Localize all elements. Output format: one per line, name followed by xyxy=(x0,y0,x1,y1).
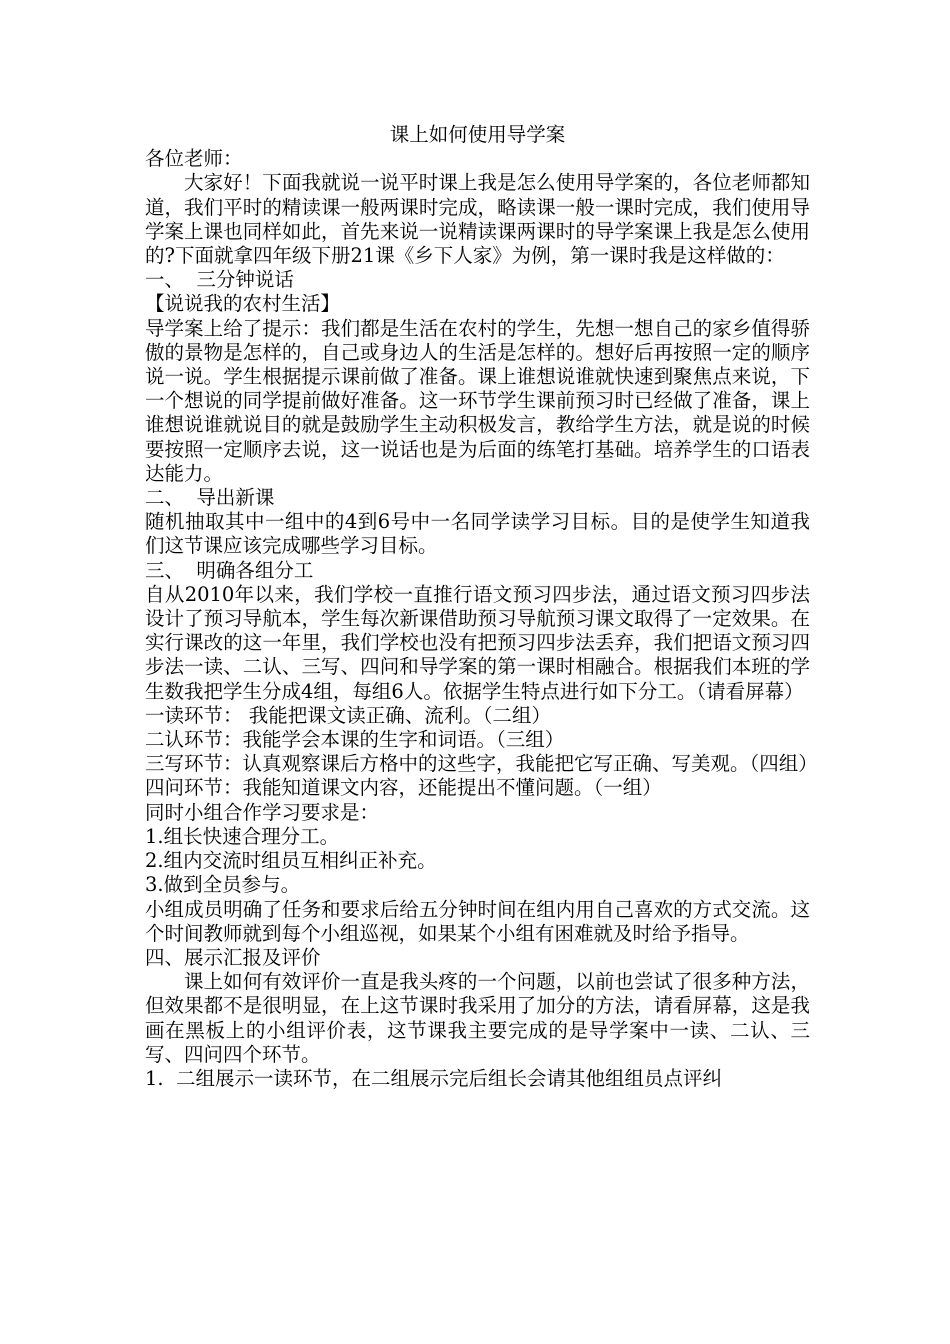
section-heading-2: 二、 导出新课 xyxy=(145,486,275,510)
requirement-2: 2.组内交流时组员互相纠正补充。 xyxy=(145,849,437,873)
section-heading-4: 四、展示汇报及评价 xyxy=(145,945,321,969)
body-paragraph-speaking: 导学案上给了提示：我们都是生活在农村的学生，先想一想自己的家乡值得骄傲的景物是怎样的，自己或身边人的生活是怎样的。想好后再按照一定的顺序说一说。学生根据提示课前做了准备。课上谁想说谁就快速到聚焦点来说，下一个想说的同学提前做好准备。这一环节学生课前预习时已经做了准备，课上谁想说谁就说目的就是鼓励学生主动积极发言，教给学生方法，就是说的时候要按照一定顺序去说，这一说话也是为后面的练笔打基础。培养学生的口语表达能力。 xyxy=(145,316,810,485)
list-item-write: 三写环节：认真观察课后方格中的这些字，我能把它写正确、写美观。（四组） xyxy=(145,752,818,776)
section-heading-1: 一、 三分钟说话 xyxy=(145,268,294,292)
body-paragraph-new-lesson: 随机抽取其中一组中的4到6号中一名同学读学习目标。目的是使学生知道我们这节课应该完成哪些学习目标。 xyxy=(145,510,810,558)
numbered-item-1: 1. 二组展示一读环节，在二组展示完后组长会请其他组组员点评纠 xyxy=(145,1066,723,1090)
requirement-3: 3.做到全员参与。 xyxy=(145,873,301,897)
salutation: 各位老师： xyxy=(145,147,243,171)
list-item-read: 一读环节： 我能把课文读正确、流利。（二组） xyxy=(145,703,551,727)
document-title: 课上如何使用导学案 xyxy=(389,123,566,146)
list-item-ask: 四问环节：我能知道课文内容，还能提出不懂问题。（一组） xyxy=(145,776,662,800)
document-page xyxy=(145,123,818,1091)
requirements-intro: 同时小组合作学习要求是： xyxy=(145,800,380,824)
list-item-recognize: 二认环节：我能学会本课的生字和词语。（三组） xyxy=(145,728,565,752)
subheading-rural-life: 【说说我的农村生活】 xyxy=(145,292,341,316)
section-heading-3: 三、 明确各组分工 xyxy=(145,558,314,582)
requirement-1: 1.组长快速合理分工。 xyxy=(145,824,340,848)
intro-paragraph: 大家好！下面我就说一说平时课上我是怎么使用导学案的，各位老师都知道，我们平时的精读课一般两课时完成，略读课一般一课时完成，我们使用导学案上课也同样如此，首先来说一说精读课两课时的导学案课上我是怎么使用的?下面就拿四年级下册21课《乡下人家》为例，第一课时我是这样做的： xyxy=(145,171,810,268)
body-paragraph-groups: 自从2010年以来，我们学校一直推行语文预习四步法，通过语文预习四步法设计了预习导航本，学生每次新课借助预习导航预习课文取得了一定效果。在实行课改的这一年里，我们学校也没有把预习四步法丢弃，我们把语文预习四步法一读、二认、三写、四问和导学案的第一课时相融合。根据我们本班的学生数我把学生分成4组，每组6人。依据学生特点进行如下分工。（请看屏幕） xyxy=(145,582,810,703)
body-paragraph-group-work: 小组成员明确了任务和要求后给五分钟时间在组内用自己喜欢的方式交流。这个时间教师就到每个小组巡视，如果某个小组有困难就及时给予指导。 xyxy=(145,897,810,945)
body-paragraph-evaluation: 课上如何有效评价一直是我头疼的一个问题，以前也尝试了很多种方法，但效果都不是很明显，在上这节课时我采用了加分的方法，请看屏幕，这是我画在黑板上的小组评价表，这节课我主要完成的是导学案中一读、二认、三写、四问四个环节。 xyxy=(145,970,810,1066)
